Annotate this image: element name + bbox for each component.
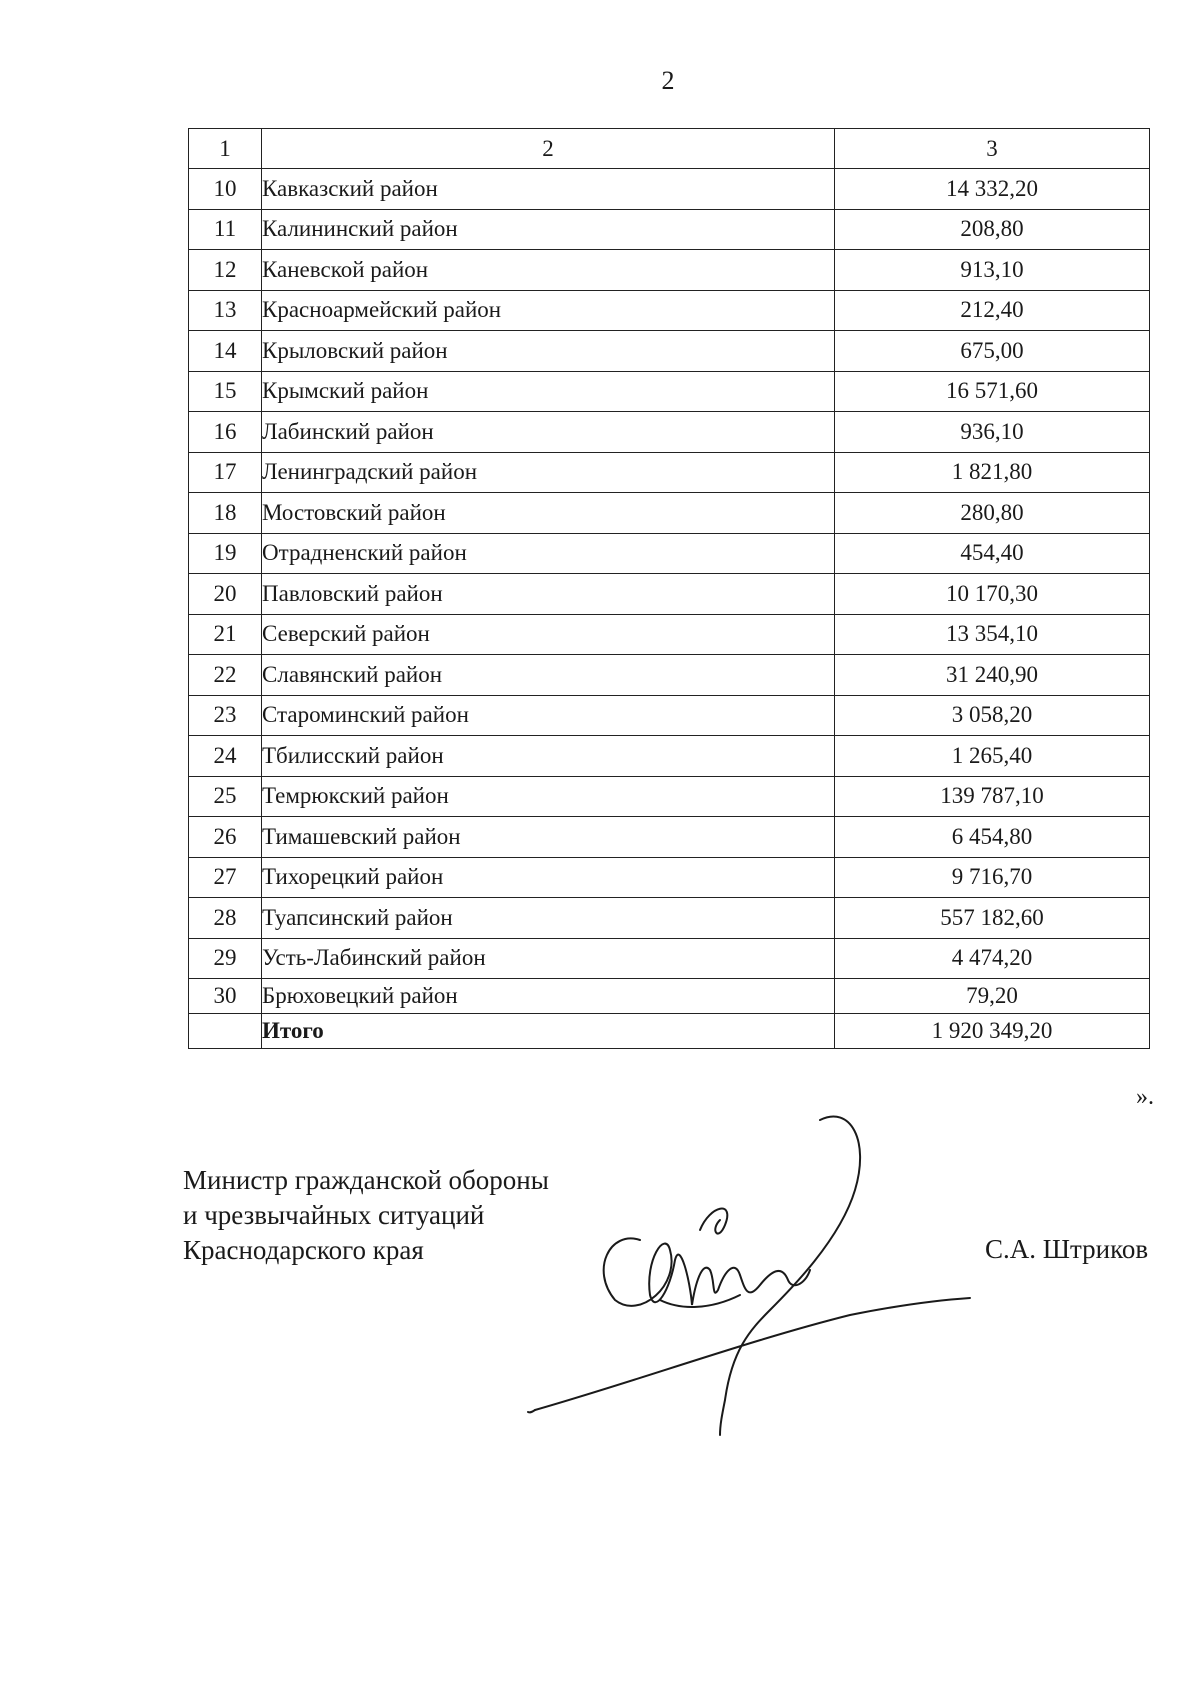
district-name: Ленинградский район (262, 452, 835, 493)
table-row (189, 452, 1150, 493)
amount-value: 936,10 (835, 412, 1150, 453)
data-table (188, 128, 1150, 1049)
row-number: 17 (189, 452, 262, 493)
row-number: 30 (189, 979, 262, 1014)
table-row (189, 736, 1150, 777)
table-row (189, 979, 1150, 1014)
total-label: Итого (262, 1014, 835, 1049)
amount-value: 16 571,60 (835, 371, 1150, 412)
row-number: 15 (189, 371, 262, 412)
amount-value: 6 454,80 (835, 817, 1150, 858)
header-col-2: 2 (262, 129, 835, 169)
row-number: 10 (189, 169, 262, 210)
table-row (189, 776, 1150, 817)
row-number: 20 (189, 574, 262, 615)
row-number: 29 (189, 938, 262, 979)
district-name: Калининский район (262, 209, 835, 250)
signature-title (183, 1163, 549, 1268)
table-row (189, 574, 1150, 615)
row-number: 16 (189, 412, 262, 453)
amount-value: 3 058,20 (835, 695, 1150, 736)
header-col-3: 3 (835, 129, 1150, 169)
amount-value: 14 332,20 (835, 169, 1150, 210)
district-name: Тихорецкий район (262, 857, 835, 898)
amount-value: 9 716,70 (835, 857, 1150, 898)
table-total-row (189, 1014, 1150, 1049)
amount-value: 208,80 (835, 209, 1150, 250)
amount-value: 4 474,20 (835, 938, 1150, 979)
district-name: Славянский район (262, 655, 835, 696)
row-number: 21 (189, 614, 262, 655)
amount-value: 1 821,80 (835, 452, 1150, 493)
signature-title-line-1: Министр гражданской обороны (183, 1165, 549, 1195)
row-number: 26 (189, 817, 262, 858)
row-number: 24 (189, 736, 262, 777)
signature-title-line-3: Краснодарского края (183, 1235, 424, 1265)
district-name: Усть-Лабинский район (262, 938, 835, 979)
table-row (189, 371, 1150, 412)
signer-name: С.А. Штриков (985, 1234, 1149, 1264)
district-name: Темрюкский район (262, 776, 835, 817)
table-row (189, 817, 1150, 858)
total-empty-cell (189, 1014, 262, 1049)
table-row (189, 533, 1150, 574)
amount-value: 454,40 (835, 533, 1150, 574)
district-name: Мостовский район (262, 493, 835, 534)
table-row (189, 331, 1150, 372)
row-number: 22 (189, 655, 262, 696)
district-name: Павловский район (262, 574, 835, 615)
row-number: 18 (189, 493, 262, 534)
row-number: 25 (189, 776, 262, 817)
amount-value: 139 787,10 (835, 776, 1150, 817)
total-value: 1 920 349,20 (835, 1014, 1150, 1049)
row-number: 11 (189, 209, 262, 250)
row-number: 19 (189, 533, 262, 574)
table-row (189, 493, 1150, 534)
amount-value: 79,20 (835, 979, 1150, 1014)
row-number: 27 (189, 857, 262, 898)
table-row (189, 250, 1150, 291)
table-row (189, 695, 1150, 736)
amount-value: 10 170,30 (835, 574, 1150, 615)
amount-value: 212,40 (835, 290, 1150, 331)
page-number: 2 (661, 66, 675, 95)
amount-value: 675,00 (835, 331, 1150, 372)
district-name: Каневской район (262, 250, 835, 291)
district-name: Крыловский район (262, 331, 835, 372)
table-row (189, 169, 1150, 210)
amount-value: 280,80 (835, 493, 1150, 534)
district-name: Северский район (262, 614, 835, 655)
table-row (189, 898, 1150, 939)
signature-title-line-2: и чрезвычайных ситуаций (183, 1200, 485, 1230)
table-row (189, 209, 1150, 250)
table-row (189, 938, 1150, 979)
row-number: 14 (189, 331, 262, 372)
table-row (189, 290, 1150, 331)
amount-value: 913,10 (835, 250, 1150, 291)
district-name: Тбилисский район (262, 736, 835, 777)
closing-quote: ». (1136, 1084, 1154, 1110)
table-row (189, 857, 1150, 898)
amount-value: 13 354,10 (835, 614, 1150, 655)
district-name: Тимашевский район (262, 817, 835, 858)
district-name: Крымский район (262, 371, 835, 412)
amount-value: 557 182,60 (835, 898, 1150, 939)
row-number: 28 (189, 898, 262, 939)
district-name: Красноармейский район (262, 290, 835, 331)
district-name: Лабинский район (262, 412, 835, 453)
table-row (189, 614, 1150, 655)
table-row (189, 412, 1150, 453)
amount-value: 31 240,90 (835, 655, 1150, 696)
table-row (189, 655, 1150, 696)
district-name: Туапсинский район (262, 898, 835, 939)
amount-value: 1 265,40 (835, 736, 1150, 777)
row-number: 23 (189, 695, 262, 736)
row-number: 13 (189, 290, 262, 331)
handwritten-signature (520, 1110, 990, 1440)
district-name: Староминский район (262, 695, 835, 736)
district-name: Кавказский район (262, 169, 835, 210)
table-header-row (189, 129, 1150, 169)
header-col-1: 1 (189, 129, 262, 169)
district-name: Отрадненский район (262, 533, 835, 574)
row-number: 12 (189, 250, 262, 291)
district-name: Брюховецкий район (262, 979, 835, 1014)
